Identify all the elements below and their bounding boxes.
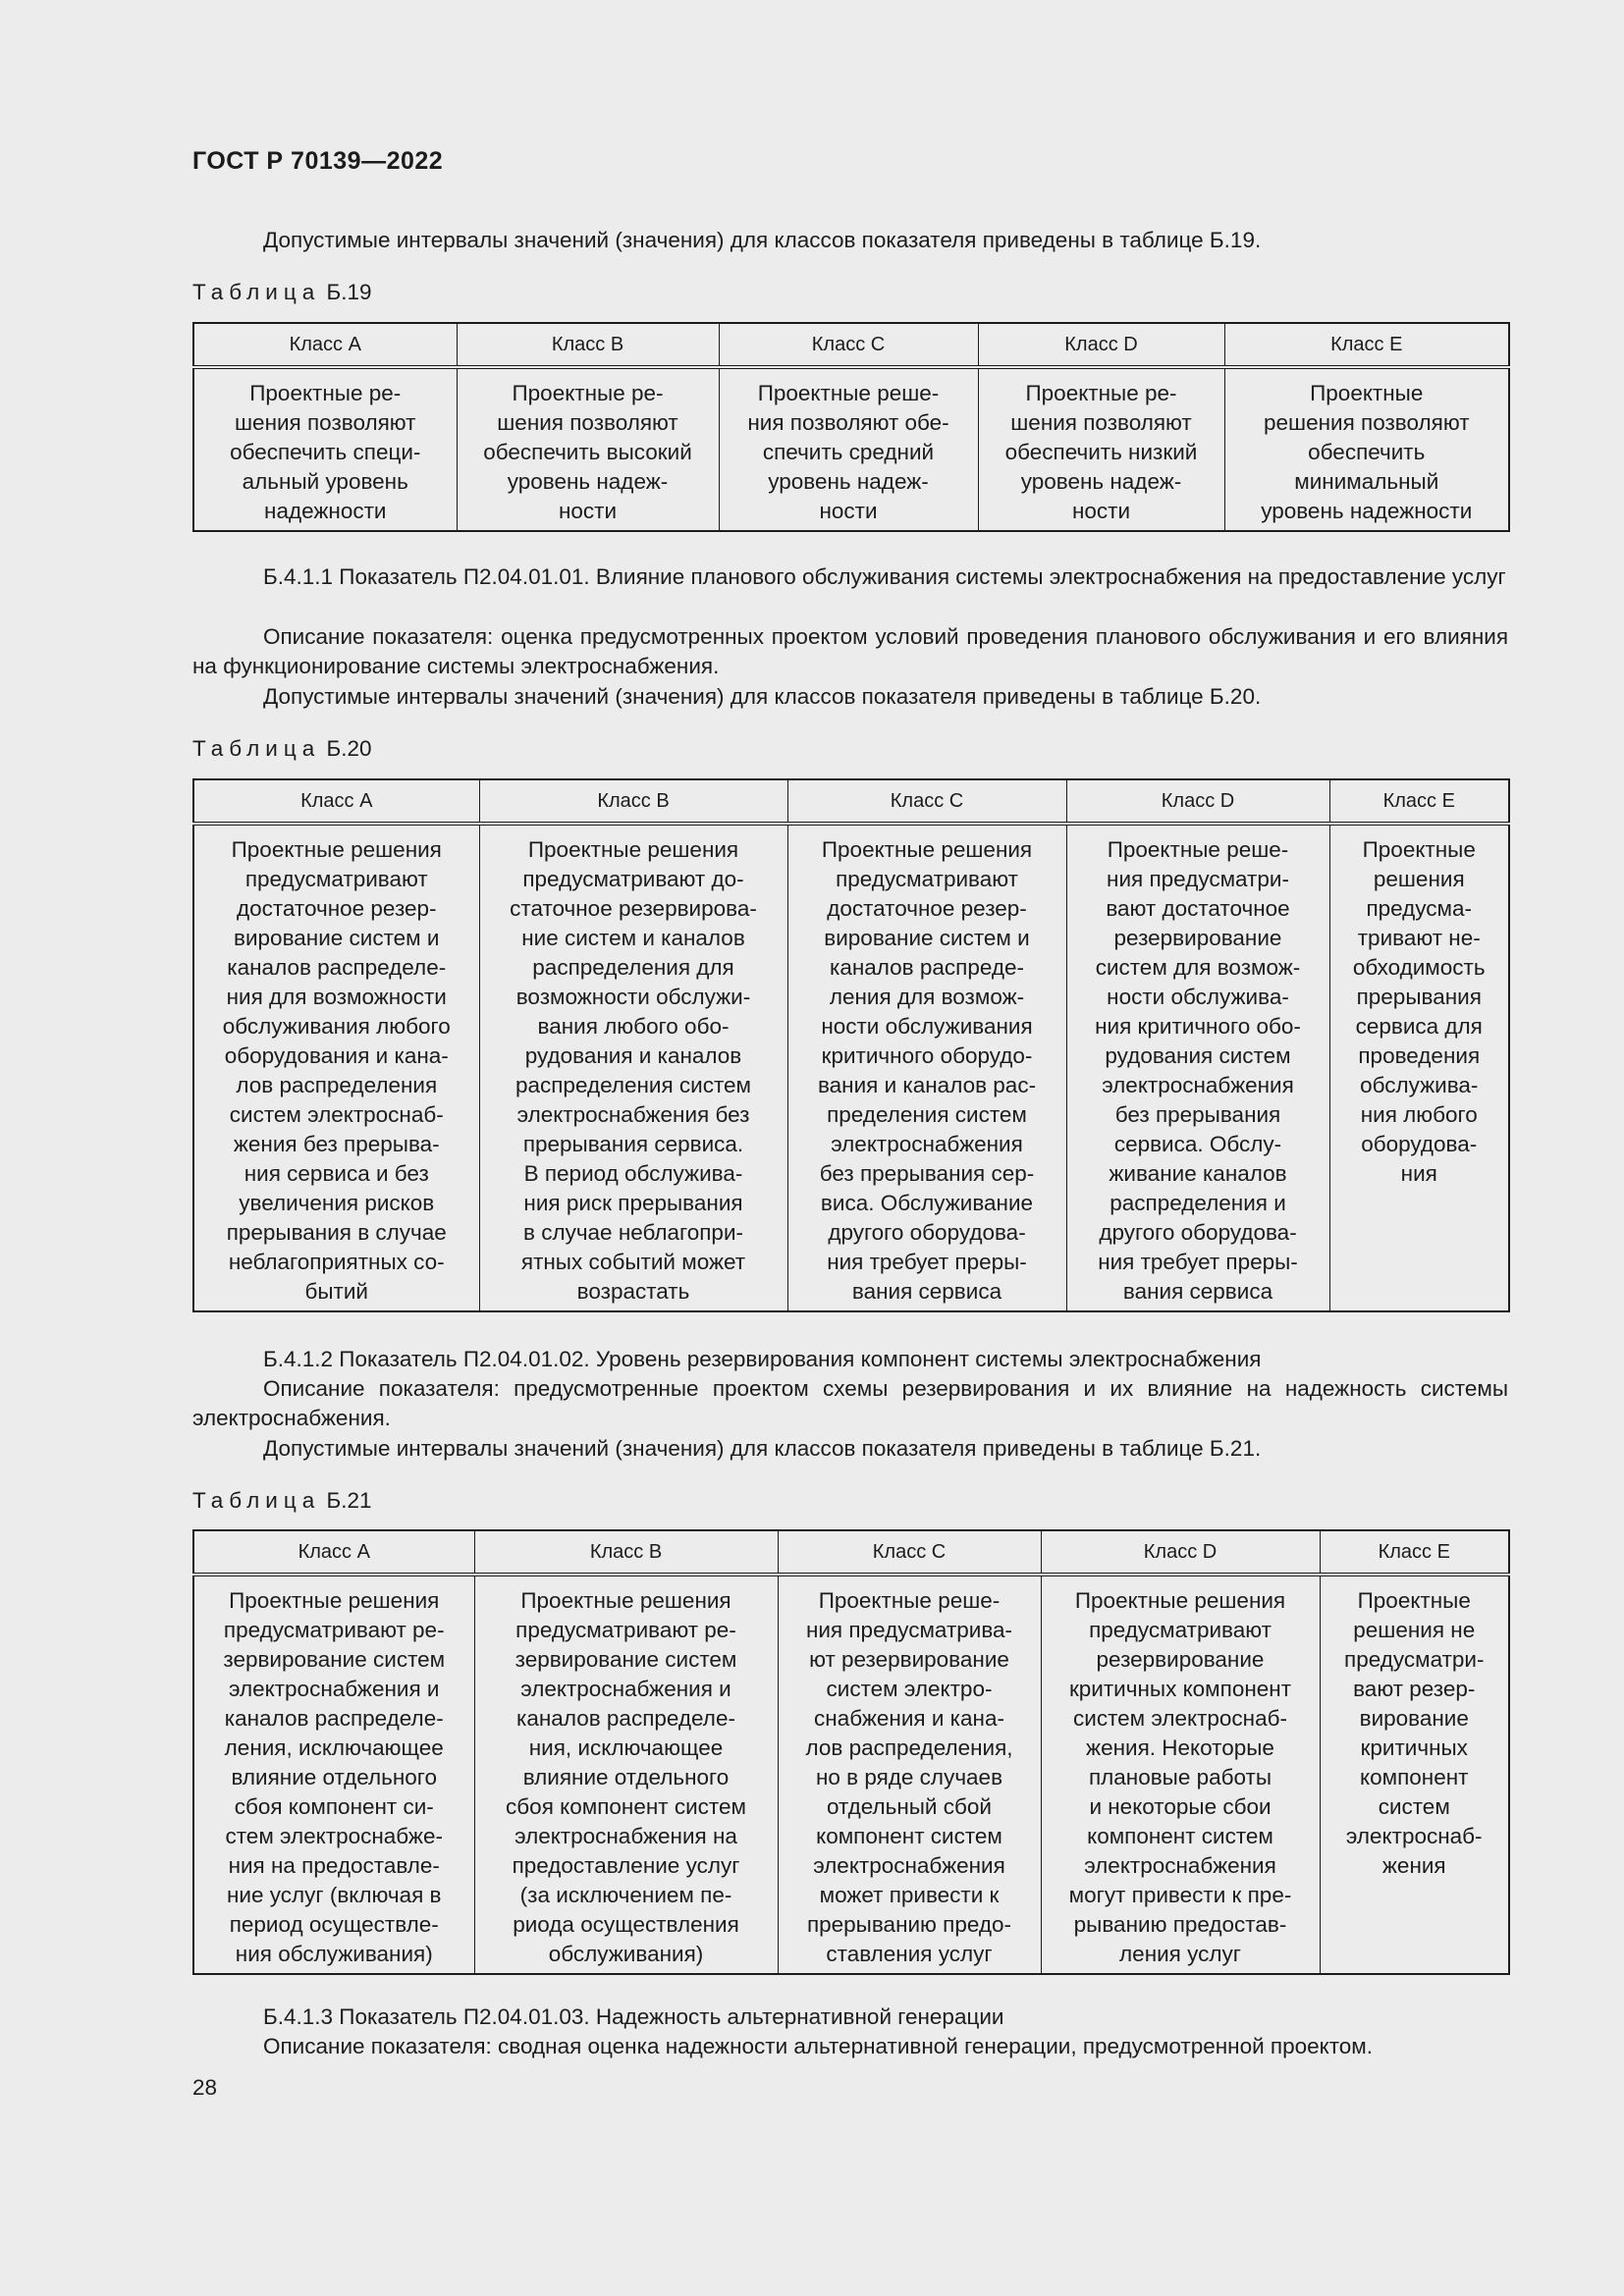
cell-class-e: Проектные решения не предусматри- вают резер- вирование критичных компонент систем электроснаб- жения (1320, 1575, 1509, 1974)
table-b21-caption (192, 1488, 372, 1514)
header-class-d: Класс D (1041, 1530, 1320, 1575)
header-class-a: Класс A (193, 1530, 474, 1575)
table-row (193, 1575, 1509, 1974)
header-class-b: Класс B (457, 323, 719, 367)
header-class-c: Класс C (719, 323, 978, 367)
table-header-row (193, 1530, 1509, 1575)
cell-class-c: Проектные реше- ния предусматрива- ют резервирование систем электро- снабжения и кана- лов распределения, но в ряде случаев отдельный сбой компонент систем электроснабжения может привести к прерыванию предо- ставления услуг (778, 1575, 1041, 1974)
section-b411-title: Б.4.1.1 Показатель П2.04.01.01. Влияние планового обслуживания системы электроснабжения на предоставление услуг (263, 564, 1506, 589)
cell-class-b: Проектные ре- шения позволяют обеспечить высокий уровень надеж- ности (457, 367, 719, 531)
header-class-b: Класс B (474, 1530, 778, 1575)
table-b20 (192, 778, 1510, 1312)
caption-word: Таблица (192, 1488, 321, 1513)
section-b413-title: Б.4.1.3 Показатель П2.04.01.03. Надежность альтернативной генерации (263, 2004, 1004, 2029)
page-number: 28 (192, 2075, 218, 2100)
caption-number: Б.20 (326, 736, 372, 761)
cell-class-c: Проектные решения предусматривают достаточное резер- вирование систем и каналов распреде- ления для возмож- ности обслуживания критичного оборудо- вания и каналов рас- пределения систем электроснабжения без прерывания сер- виса. Обслуживание другого оборудова- ния требует преры- вания сервиса (787, 824, 1066, 1311)
header-class-d: Класс D (1066, 779, 1329, 824)
caption-number: Б.21 (326, 1488, 372, 1513)
cell-class-b: Проектные решения предусматривают ре- зервирование систем электроснабжения и каналов распределе- ния, исключающее влияние отдельного сбоя компонент систем электроснабжения на предоставление услуг (за исключением пе- риода осуществления обслуживания) (474, 1575, 778, 1974)
table-b19 (192, 322, 1510, 532)
header-class-c: Класс C (778, 1530, 1041, 1575)
header-class-d: Класс D (978, 323, 1224, 367)
header-class-e: Класс E (1329, 779, 1509, 824)
header-class-c: Класс C (787, 779, 1066, 824)
standard-title: ГОСТ Р 70139—2022 (192, 147, 444, 175)
table-header-row (193, 779, 1509, 824)
cell-class-d: Проектные ре- шения позволяют обеспечить низкий уровень надеж- ности (978, 367, 1224, 531)
section-b412-description: Описание показателя: предусмотренные проектом схемы резервирования и их влияние на надежность системы электроснабжения. (192, 1376, 1508, 1430)
section-b412-intervals: Допустимые интервалы значений (значения) для классов показателя приведены в таблице Б.21. (263, 1436, 1262, 1461)
table-b19-caption (192, 280, 372, 305)
table-b21 (192, 1529, 1510, 1975)
section-b413-description: Описание показателя: сводная оценка надежности альтернативной генерации, предусмотренной проектом. (263, 2034, 1374, 2058)
cell-class-a: Проектные ре- шения позволяют обеспечить специ- альный уровень надежности (193, 367, 457, 531)
cell-class-a: Проектные решения предусматривают достаточное резер- вирование систем и каналов распределе- ния для возможности обслуживания любого оборудования и кана- лов распределения систем электроснаб- жения без прерыва- ния сервиса и без увеличения рисков прерывания в случае неблагоприятных со- бытий (193, 824, 479, 1311)
caption-word: Таблица (192, 736, 321, 761)
section-b412-title: Б.4.1.2 Показатель П2.04.01.02. Уровень резервирования компонент системы электроснабжения (263, 1347, 1262, 1371)
table-row (193, 824, 1509, 1311)
header-class-b: Класс B (479, 779, 787, 824)
caption-number: Б.19 (326, 280, 372, 304)
table-header-row (193, 323, 1509, 367)
cell-class-d: Проектные решения предусматривают резервирование критичных компонент систем электроснаб- жения. Некоторые плановые работы и некоторые сбои компонент систем электроснабжения могут привести к пре- рыванию предостав- ления услуг (1041, 1575, 1320, 1974)
header-class-a: Класс A (193, 779, 479, 824)
caption-word: Таблица (192, 280, 321, 304)
cell-class-e: Проектные решения позволяют обеспечить минимальный уровень надежности (1224, 367, 1509, 531)
section-b411-intervals: Допустимые интервалы значений (значения) для классов показателя приведены в таблице Б.20. (263, 684, 1262, 709)
header-class-e: Класс E (1224, 323, 1509, 367)
header-class-a: Класс A (193, 323, 457, 367)
cell-class-b: Проектные решения предусматривают до- статочное резервирова- ние систем и каналов распределения для возможности обслужи- вания любого обо- рудования и каналов распределения систем электроснабжения без прерывания сервиса. В период обслужива- ния риск прерывания в случае неблагопри- ятных событий может возрастать (479, 824, 787, 1311)
intro-paragraph: Допустимые интервалы значений (значения) для классов показателя приведены в таблице Б.19. (263, 228, 1262, 252)
header-class-e: Класс E (1320, 1530, 1509, 1575)
cell-class-c: Проектные реше- ния позволяют обе- спечить средний уровень надеж- ности (719, 367, 978, 531)
table-b20-caption (192, 736, 372, 762)
table-row (193, 367, 1509, 531)
section-b411-description: Описание показателя: оценка предусмотренных проектом условий проведения планового обслуживания и его влияния на функционирование системы электроснабжения. (192, 624, 1508, 678)
cell-class-a: Проектные решения предусматривают ре- зервирование систем электроснабжения и каналов распределе- ления, исключающее влияние отдельного сбоя компонент си- стем электроснабже- ния на предоставле- ние услуг (включая в период осуществле- ния обслуживания) (193, 1575, 474, 1974)
cell-class-d: Проектные реше- ния предусматри- вают достаточное резервирование систем для возмож- ности обслужива- ния критичного обо- рудования систем электроснабжения без прерывания сервиса. Обслу- живание каналов распределения и другого оборудова- ния требует преры- вания сервиса (1066, 824, 1329, 1311)
cell-class-e: Проектные решения предусма- тривают не- обходимость прерывания сервиса для проведения обслужива- ния любого оборудова- ния (1329, 824, 1509, 1311)
